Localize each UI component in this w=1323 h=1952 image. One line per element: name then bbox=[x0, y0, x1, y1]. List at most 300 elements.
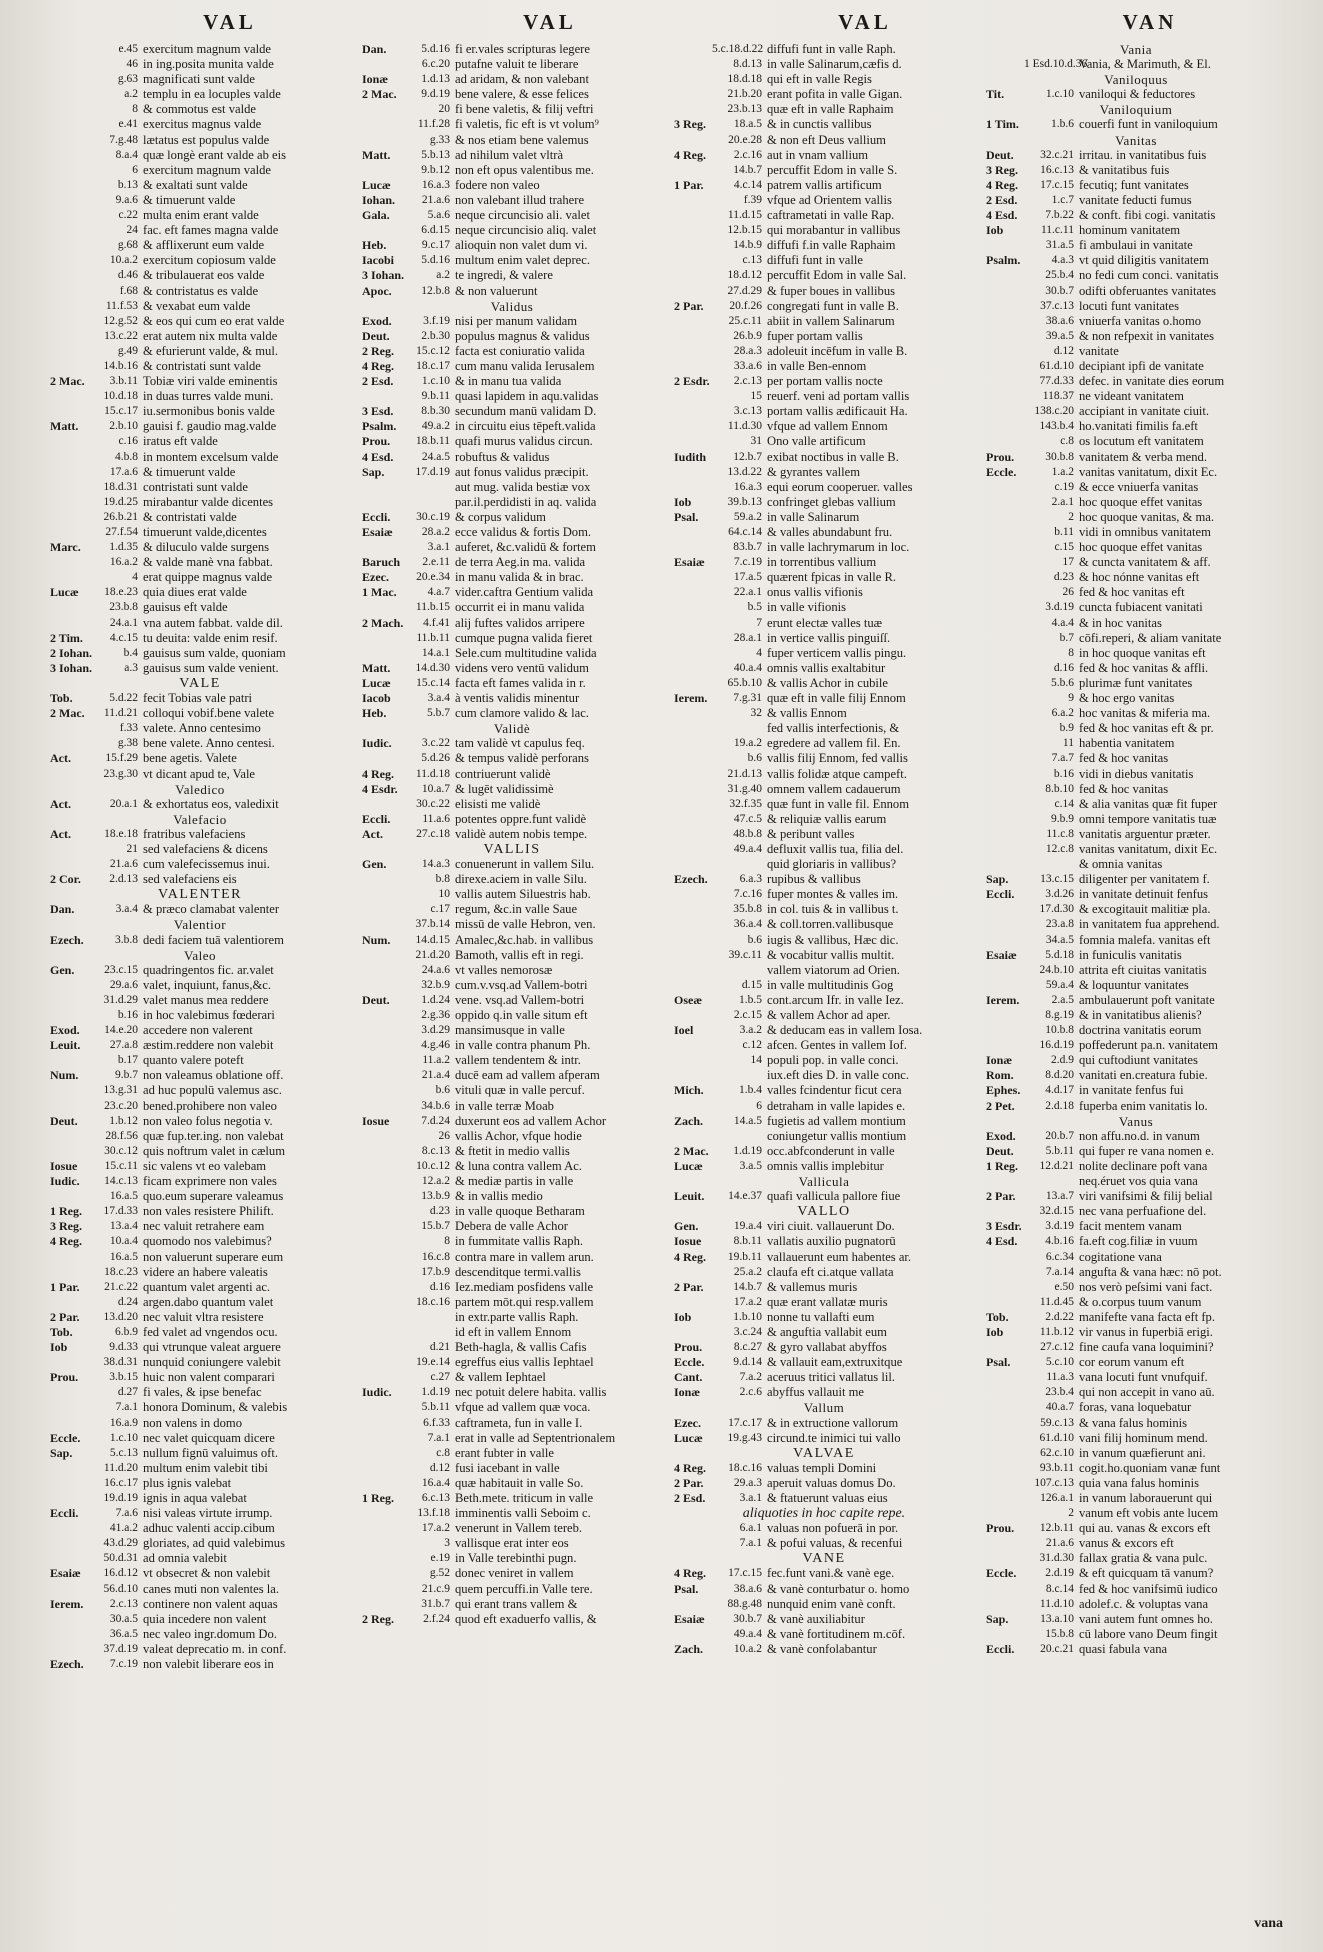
book-abbrev bbox=[986, 706, 1024, 721]
verse-reference: 15.c.11 bbox=[104, 1159, 138, 1172]
concordance-entry bbox=[986, 1627, 1286, 1642]
book-abbrev bbox=[986, 389, 1024, 404]
concordance-entry bbox=[986, 374, 1286, 389]
concordance-entry bbox=[362, 1265, 662, 1280]
entry-text: vna autem fabbat. valde dil. bbox=[143, 615, 283, 630]
verse-reference: 2.c.16 bbox=[733, 148, 762, 161]
book-abbrev bbox=[674, 857, 712, 872]
concordance-entry bbox=[50, 465, 350, 480]
concordance-entry bbox=[986, 344, 1286, 359]
entry-text: conuenerunt in vallem Silu. bbox=[455, 857, 595, 872]
entry-text: nos verò peſsimi vani fact. bbox=[1079, 1279, 1213, 1294]
entry-text: contra mare in vallem arun. bbox=[455, 1249, 594, 1264]
verse-reference: 43.d.29 bbox=[103, 1537, 138, 1550]
concordance-entry bbox=[50, 1446, 350, 1461]
verse-reference: 23.c.20 bbox=[104, 1099, 138, 1112]
verse-reference: 34.b.6 bbox=[421, 1099, 450, 1112]
entry-text: facta est coniuratio valida bbox=[455, 343, 585, 358]
entry-text: fine caufa vana loquimini? bbox=[1079, 1340, 1214, 1355]
concordance-entry bbox=[674, 42, 974, 57]
book-abbrev bbox=[674, 1597, 712, 1612]
verse-reference: 19.a.4 bbox=[733, 1220, 762, 1233]
book-abbrev bbox=[362, 1099, 400, 1114]
concordance-entry bbox=[50, 1099, 350, 1114]
book-abbrev bbox=[362, 600, 400, 615]
concordance-entry bbox=[362, 857, 662, 872]
concordance-entry bbox=[50, 646, 350, 661]
verse-reference: 30.b.7 bbox=[733, 1612, 762, 1625]
entry-text: quæ funt in valle fil. Ennom bbox=[767, 796, 910, 811]
concordance-entry bbox=[50, 1506, 350, 1521]
verse-reference: b.16 bbox=[117, 1009, 138, 1021]
concordance-entry bbox=[674, 691, 974, 706]
verse-reference: d.23 bbox=[429, 1205, 450, 1218]
verse-reference: d.16 bbox=[429, 1280, 450, 1293]
book-abbrev: Baruch bbox=[362, 555, 401, 570]
verse-reference: 2 bbox=[1068, 510, 1074, 523]
verse-reference: 11.d.30 bbox=[727, 420, 762, 433]
book-abbrev bbox=[362, 1340, 400, 1355]
verse-reference: 3.d.19 bbox=[1045, 1220, 1074, 1233]
verse-reference: 14.d.30 bbox=[415, 661, 450, 674]
book-abbrev bbox=[986, 751, 1024, 766]
verse-reference: 23.b.8 bbox=[109, 601, 138, 614]
verse-reference: 62.c.10 bbox=[1040, 1446, 1074, 1459]
concordance-entry bbox=[50, 616, 350, 631]
book-abbrev bbox=[986, 268, 1024, 283]
entry-text: Sele.cum multitudine valida bbox=[455, 645, 597, 660]
entry-text: non valebant illud trahere bbox=[455, 192, 585, 207]
entry-text: qui vtrunque valeat arguere bbox=[143, 1340, 281, 1355]
entry-text: poffederunt pa.n. vanitatem bbox=[1079, 1038, 1218, 1053]
concordance-entry bbox=[362, 42, 662, 57]
concordance-entry bbox=[362, 1234, 662, 1249]
verse-reference: 10.c.12 bbox=[416, 1159, 450, 1172]
book-abbrev bbox=[986, 1280, 1024, 1295]
entry-text: non eft opus valentibus me. bbox=[455, 162, 594, 177]
book-abbrev bbox=[50, 42, 88, 57]
verse-reference: 8.b.11 bbox=[733, 1235, 762, 1248]
concordance-entry bbox=[986, 887, 1286, 902]
concordance-entry bbox=[362, 1295, 662, 1310]
verse-reference: 27.d.29 bbox=[727, 284, 762, 297]
entry-text: diffufi funt in valle Raph. bbox=[767, 42, 896, 56]
entry-text: vituli quæ in valle percuf. bbox=[455, 1083, 585, 1098]
concordance-entry bbox=[362, 1023, 662, 1038]
book-abbrev: Eccle. bbox=[986, 464, 1017, 479]
entry-text: quia vana falus hominis bbox=[1079, 1475, 1199, 1490]
book-abbrev bbox=[674, 631, 712, 646]
concordance-entry bbox=[362, 736, 662, 751]
entry-text: ficam exprimere non vales bbox=[143, 1174, 277, 1189]
entry-text: quadringentos fic. ar.valet bbox=[143, 962, 274, 977]
concordance-entry bbox=[362, 1612, 662, 1627]
verse-reference: b.5 bbox=[747, 601, 762, 614]
entry-text: & nos etiam bene valemus bbox=[455, 132, 589, 147]
concordance-entry bbox=[674, 117, 974, 132]
book-abbrev bbox=[986, 555, 1024, 570]
book-abbrev: Eccli. bbox=[50, 1506, 79, 1521]
book-abbrev bbox=[50, 1250, 88, 1265]
entry-text: qui au. vanas & excors eft bbox=[1079, 1521, 1211, 1536]
concordance-entry bbox=[50, 1250, 350, 1265]
book-abbrev bbox=[362, 133, 400, 148]
entry-text: erant pofita in valle Gigan. bbox=[767, 87, 903, 102]
verse-reference: 20.f.26 bbox=[729, 299, 762, 312]
concordance-entry bbox=[986, 917, 1286, 932]
entry-text: timuerunt valde,dicentes bbox=[143, 525, 267, 539]
verse-reference: 5.b.7 bbox=[427, 707, 450, 720]
verse-reference: 35.b.8 bbox=[733, 903, 762, 916]
verse-reference: 17.d.33 bbox=[103, 1205, 138, 1218]
concordance-entry bbox=[986, 933, 1286, 948]
verse-reference: 13.d.22 bbox=[727, 465, 762, 478]
entry-text: sed valefaciens eis bbox=[143, 872, 237, 887]
verse-reference: 30.a.5 bbox=[109, 1612, 138, 1625]
book-abbrev bbox=[986, 57, 1024, 72]
concordance-entry bbox=[986, 193, 1286, 208]
book-abbrev bbox=[50, 238, 88, 253]
section-heading: Valentior bbox=[173, 917, 227, 933]
concordance-entry bbox=[362, 72, 662, 87]
concordance-entry bbox=[986, 434, 1286, 449]
concordance-entry bbox=[986, 1280, 1286, 1295]
book-abbrev: Iob bbox=[50, 1340, 68, 1355]
concordance-entry bbox=[674, 1159, 974, 1174]
entry-text: oppido q.in valle situm eft bbox=[455, 1008, 588, 1022]
concordance-entry bbox=[986, 178, 1286, 193]
entry-text: odifti obferuantes vanitates bbox=[1079, 283, 1217, 298]
verse-reference: 5.c.10 bbox=[1045, 1356, 1074, 1369]
verse-reference: 5.b.13 bbox=[421, 148, 450, 161]
book-abbrev: 1 Reg. bbox=[50, 1204, 82, 1219]
entry-text: in hoc quoque vanitas eft bbox=[1079, 645, 1206, 660]
book-abbrev: Ezech. bbox=[50, 1657, 84, 1672]
verse-reference: 18.d.18 bbox=[727, 73, 762, 86]
book-abbrev: Act. bbox=[362, 826, 383, 841]
verse-reference: 10.a.4 bbox=[109, 1235, 138, 1248]
book-abbrev bbox=[674, 585, 712, 600]
book-abbrev: 3 Esd. bbox=[362, 404, 394, 419]
concordance-entry bbox=[362, 1446, 662, 1461]
book-abbrev bbox=[986, 600, 1024, 615]
entry-text: in ing.posita munita valde bbox=[143, 57, 274, 72]
verse-reference: 12.b.8 bbox=[421, 284, 450, 297]
concordance-entry bbox=[986, 1083, 1286, 1098]
concordance-entry bbox=[50, 902, 350, 917]
book-abbrev: 2 Esd. bbox=[674, 1491, 706, 1505]
entry-text: quem percuffi.in Valle tere. bbox=[455, 1581, 593, 1596]
entry-text: habentia vanitatem bbox=[1079, 736, 1175, 751]
concordance-entry bbox=[986, 1265, 1286, 1280]
text-columns bbox=[50, 42, 1290, 1902]
verse-reference: c.14 bbox=[1054, 797, 1074, 810]
entry-text: congregati funt in valle B. bbox=[767, 298, 899, 313]
entry-text: validè autem nobis tempe. bbox=[455, 826, 588, 841]
verse-reference: 18.e.18 bbox=[104, 827, 138, 840]
verse-reference: 24.a.5 bbox=[421, 450, 450, 463]
entry-text: fed vallis interfectionis, & bbox=[767, 721, 900, 736]
concordance-entry bbox=[674, 465, 974, 480]
entry-text: cumque pugna valida fieret bbox=[455, 630, 593, 645]
entry-text: vidi in diebus vanitatis bbox=[1079, 766, 1194, 781]
book-abbrev: 2 Reg. bbox=[362, 343, 394, 358]
entry-text: rupibus & vallibus bbox=[767, 872, 861, 887]
entry-text: & vexabat eum valde bbox=[143, 298, 251, 313]
concordance-entry bbox=[986, 208, 1286, 223]
concordance-entry bbox=[50, 1582, 350, 1597]
entry-text: valuas non pofuerā in por. bbox=[767, 1521, 899, 1536]
entry-text: quasi lapidem in aqu.validas bbox=[455, 389, 599, 404]
concordance-entry bbox=[986, 585, 1286, 600]
book-abbrev bbox=[986, 1416, 1024, 1431]
concordance-entry bbox=[674, 963, 974, 978]
verse-reference: b.6 bbox=[747, 752, 762, 765]
verse-reference: 61.d.10 bbox=[1039, 359, 1074, 372]
entry-text: & vallem Achor ad aper. bbox=[767, 1008, 891, 1022]
concordance-entry bbox=[50, 404, 350, 419]
book-abbrev bbox=[50, 450, 88, 465]
entry-text: quafi vallicula pallore fiue bbox=[767, 1189, 901, 1204]
book-abbrev: Ezec. bbox=[362, 570, 389, 585]
book-abbrev: 2 Mac. bbox=[362, 87, 397, 102]
concordance-entry bbox=[50, 1144, 350, 1159]
book-abbrev: Prou. bbox=[674, 1340, 703, 1355]
book-abbrev bbox=[674, 540, 712, 555]
concordance-entry bbox=[362, 359, 662, 374]
concordance-entry bbox=[50, 208, 350, 223]
verse-reference: 19.b.11 bbox=[727, 1250, 762, 1263]
book-abbrev: Esaiæ bbox=[362, 525, 393, 539]
entry-text: cogit.ho.quoniam vanæ funt bbox=[1079, 1460, 1221, 1475]
entry-text: & ecce vniuerfa vanitas bbox=[1079, 479, 1199, 494]
entry-text: secundum manū validam D. bbox=[455, 404, 597, 419]
concordance-entry bbox=[50, 525, 350, 540]
verse-reference: 18.d.12 bbox=[727, 269, 762, 282]
entry-text: ad aridam, & non valebant bbox=[455, 72, 589, 87]
verse-reference: 12.g.52 bbox=[103, 314, 138, 327]
entry-text: fuperba enim vanitatis lo. bbox=[1079, 1098, 1208, 1113]
concordance-entry bbox=[50, 1038, 350, 1053]
verse-reference: 13.a.7 bbox=[1045, 1190, 1074, 1203]
book-abbrev bbox=[362, 1431, 400, 1446]
book-abbrev bbox=[986, 495, 1024, 510]
verse-reference: 27.c.12 bbox=[1040, 1341, 1074, 1354]
book-abbrev bbox=[674, 661, 712, 676]
entry-text: ad huc populū valemus asc. bbox=[143, 1083, 282, 1098]
entry-text: à ventis validis minentur bbox=[455, 691, 580, 706]
verse-reference: 6.c.20 bbox=[421, 58, 450, 71]
concordance-entry bbox=[50, 268, 350, 283]
entry-text: percuffit Edom in valle Sal. bbox=[767, 268, 907, 283]
verse-reference: 28.f.56 bbox=[105, 1129, 138, 1142]
entry-text: & ftetit in medio vallis bbox=[455, 1143, 570, 1158]
concordance-entry bbox=[986, 767, 1286, 782]
concordance-entry bbox=[674, 1144, 974, 1159]
concordance-entry bbox=[674, 208, 974, 223]
book-abbrev bbox=[674, 933, 712, 948]
concordance-entry bbox=[362, 133, 662, 148]
book-abbrev: 1 Reg. bbox=[362, 1491, 394, 1505]
concordance-entry bbox=[362, 148, 662, 163]
book-abbrev: 2 Par. bbox=[986, 1189, 1016, 1204]
book-abbrev bbox=[50, 148, 88, 163]
entry-text: & non valuerunt bbox=[455, 283, 538, 298]
entry-text: adhuc valenti accip.cibum bbox=[143, 1521, 275, 1536]
entry-text: fec.funt vani.& vanè ege. bbox=[767, 1566, 895, 1581]
entry-text: fed & hoc vanifsimū iudico bbox=[1079, 1581, 1218, 1596]
entry-text: bene valere, & esse felices bbox=[455, 87, 589, 102]
concordance-entry bbox=[362, 1189, 662, 1204]
concordance-entry bbox=[674, 767, 974, 782]
concordance-entry bbox=[674, 102, 974, 117]
entry-text: multum enim valebit tibi bbox=[143, 1460, 268, 1475]
concordance-entry bbox=[674, 57, 974, 72]
entry-text: facta eft fames valida in r. bbox=[455, 675, 586, 690]
verse-reference: 23.c.15 bbox=[104, 963, 138, 976]
entry-text: fodere non valeo bbox=[455, 177, 540, 192]
verse-reference bbox=[712, 857, 767, 872]
entry-text: multa enim erant valde bbox=[143, 208, 259, 223]
book-abbrev bbox=[362, 102, 400, 117]
book-abbrev: Eccle. bbox=[986, 1566, 1017, 1581]
concordance-entry bbox=[362, 1204, 662, 1219]
entry-text: & lugēt validissimè bbox=[455, 781, 554, 796]
book-abbrev bbox=[362, 1144, 400, 1159]
entry-text: manifefte vana facta eft fp. bbox=[1079, 1309, 1215, 1324]
entry-text: colloqui vobif.bene valete bbox=[143, 706, 275, 721]
book-abbrev bbox=[50, 1265, 88, 1280]
entry-text: hoc quoque effet vanitas bbox=[1079, 494, 1203, 509]
concordance-entry bbox=[986, 1461, 1286, 1476]
verse-reference: 20.e.28 bbox=[728, 133, 762, 146]
book-abbrev bbox=[50, 616, 88, 631]
book-abbrev bbox=[362, 1551, 400, 1566]
book-abbrev: 3 Reg. bbox=[674, 117, 706, 132]
concordance-entry bbox=[986, 736, 1286, 751]
concordance-entry bbox=[986, 706, 1286, 721]
book-abbrev bbox=[674, 223, 712, 238]
concordance-entry bbox=[986, 359, 1286, 374]
verse-reference: 6.b.9 bbox=[115, 1325, 138, 1338]
concordance-entry bbox=[674, 253, 974, 268]
entry-text: diligenter per vanitatem f. bbox=[1079, 872, 1210, 887]
section-heading: Vania bbox=[1119, 42, 1153, 57]
book-abbrev bbox=[674, 1129, 712, 1144]
entry-text: in col. tuis & in vallibus t. bbox=[767, 902, 899, 917]
book-abbrev bbox=[674, 797, 712, 812]
verse-reference: 8.g.19 bbox=[1045, 1009, 1074, 1021]
concordance-entry bbox=[50, 1325, 350, 1340]
concordance-entry bbox=[362, 87, 662, 102]
verse-reference: 2.e.11 bbox=[422, 556, 450, 569]
section-heading: Valeo bbox=[183, 947, 217, 963]
entry-text: iux.eft dies D. in valle conc. bbox=[767, 1068, 909, 1083]
concordance-entry bbox=[674, 948, 974, 963]
entry-text: nec vana perfuafione del. bbox=[1079, 1204, 1207, 1219]
entry-text: quæ eft in valle Raphaim bbox=[767, 102, 894, 117]
book-abbrev bbox=[362, 1129, 400, 1144]
entry-text: os locutum eft vanitatem bbox=[1079, 434, 1204, 449]
entry-text: quomodo nos valebimus? bbox=[143, 1234, 272, 1249]
book-abbrev bbox=[674, 1099, 712, 1114]
book-abbrev bbox=[362, 917, 400, 932]
book-abbrev bbox=[986, 585, 1024, 600]
concordance-entry bbox=[674, 268, 974, 283]
concordance-entry bbox=[986, 872, 1286, 887]
verse-reference: 11.d.10 bbox=[1039, 1597, 1074, 1610]
verse-reference: 14.e.20 bbox=[104, 1024, 138, 1037]
concordance-entry bbox=[674, 1461, 974, 1476]
verse-reference: 3.a.4 bbox=[115, 903, 138, 916]
book-abbrev bbox=[50, 1642, 88, 1657]
verse-reference: 17.b.9 bbox=[421, 1265, 450, 1278]
entry-text: aperuit valuas domus Do. bbox=[767, 1475, 896, 1490]
verse-reference: 3.a.1 bbox=[739, 1492, 762, 1504]
book-abbrev bbox=[362, 163, 400, 178]
entry-text: in valle lachrymarum in loc. bbox=[767, 540, 910, 555]
verse-reference: 36.a.5 bbox=[109, 1627, 138, 1640]
book-abbrev: 4 Reg. bbox=[674, 147, 706, 162]
verse-reference: 48.b.8 bbox=[733, 827, 762, 840]
book-abbrev bbox=[674, 978, 712, 993]
entry-text: fallax gratia & vana pulc. bbox=[1079, 1551, 1208, 1566]
verse-reference: 6 bbox=[756, 1099, 762, 1112]
entry-text: fi ambulaui in vanitate bbox=[1079, 238, 1193, 253]
concordance-entry bbox=[674, 480, 974, 495]
verse-reference: e.50 bbox=[1054, 1280, 1074, 1293]
entry-text: fed & hoc vanitas bbox=[1079, 751, 1169, 766]
verse-reference: 7.b.22 bbox=[1045, 209, 1074, 222]
verse-reference: 24 bbox=[126, 224, 138, 237]
entry-text: vallatis auxilio pugnatorū bbox=[767, 1234, 896, 1249]
concordance-entry bbox=[50, 87, 350, 102]
book-abbrev: Psal. bbox=[986, 1355, 1011, 1370]
concordance-entry bbox=[50, 223, 350, 238]
entry-text: quæ longè erant valde ab eis bbox=[143, 147, 287, 162]
book-abbrev bbox=[986, 1370, 1024, 1385]
entry-text: vt obsecret & non valebit bbox=[143, 1566, 271, 1581]
concordance-entry bbox=[362, 268, 662, 283]
book-abbrev: Lucæ bbox=[50, 585, 79, 600]
entry-text: locuti funt vanitates bbox=[1079, 298, 1180, 313]
concordance-entry bbox=[50, 1295, 350, 1310]
book-abbrev bbox=[986, 1551, 1024, 1566]
verse-reference: 30.c.22 bbox=[416, 797, 450, 810]
book-abbrev bbox=[986, 359, 1024, 374]
verse-reference: 13.f.18 bbox=[417, 1507, 450, 1520]
concordance-entry bbox=[50, 1068, 350, 1083]
entry-text: in vanum quæfierunt ani. bbox=[1079, 1445, 1206, 1460]
book-abbrev: 4 Reg. bbox=[674, 1566, 706, 1581]
verse-reference: 11.a.3 bbox=[1046, 1371, 1074, 1384]
verse-reference: 20 bbox=[438, 103, 450, 116]
concordance-entry bbox=[674, 812, 974, 827]
book-abbrev bbox=[362, 117, 400, 132]
verse-reference: 7.g.48 bbox=[109, 133, 138, 146]
concordance-entry bbox=[986, 238, 1286, 253]
entry-text: & tempus validè perforans bbox=[455, 751, 589, 766]
verse-reference: 56.d.10 bbox=[103, 1582, 138, 1595]
entry-text: & contristati sunt valde bbox=[143, 358, 261, 373]
section-heading: VALLIS bbox=[483, 841, 541, 857]
book-abbrev bbox=[50, 978, 88, 993]
book-abbrev bbox=[674, 1521, 712, 1536]
concordance-entry bbox=[986, 329, 1286, 344]
entry-text: bene valete. Anno centesi. bbox=[143, 736, 275, 751]
verse-reference: 3.f.19 bbox=[423, 314, 450, 327]
concordance-entry bbox=[362, 329, 662, 344]
